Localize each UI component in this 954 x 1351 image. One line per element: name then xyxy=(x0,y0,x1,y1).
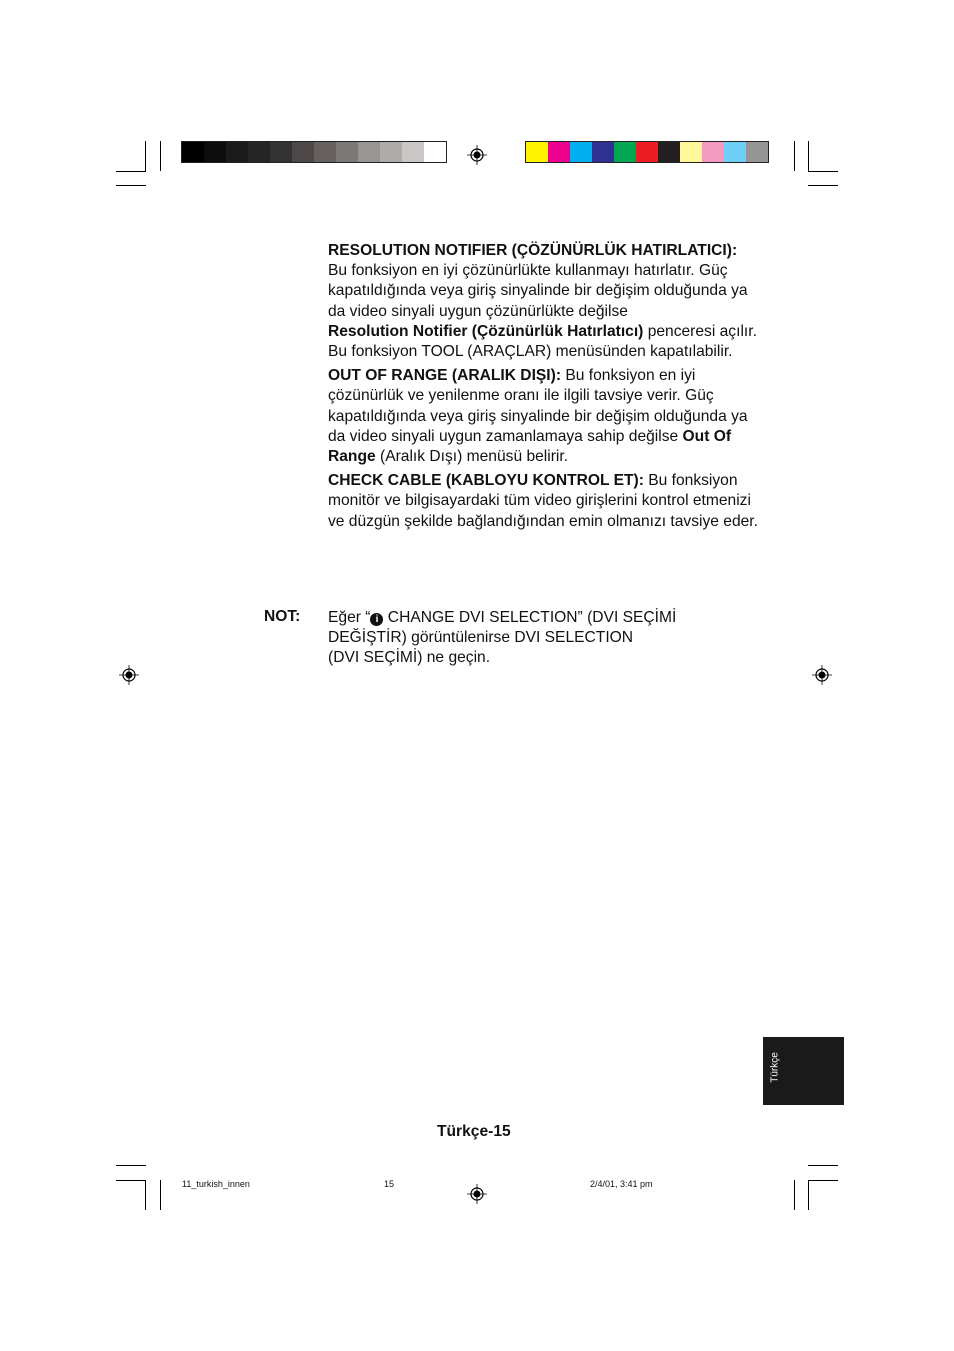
color-swatch xyxy=(380,142,402,162)
color-swatch xyxy=(314,142,336,162)
crop-mark xyxy=(116,1180,146,1181)
heading-out-of-range: OUT OF RANGE (ARALIK DIŞI): xyxy=(328,367,562,385)
crop-mark xyxy=(160,141,161,171)
crop-mark xyxy=(116,1165,146,1166)
note-text-part: CHANGE DVI SELECTION” (DVI SEÇİMİ xyxy=(383,609,677,626)
crop-mark xyxy=(116,185,146,186)
bold-term: Out Of Range xyxy=(328,427,732,466)
paragraph-text: Bu fonksiyon monitör ve bilgisayardaki tüm video girişlerini kontrol etmenizi ve düzgün şekilde bağlandığından emin olmanızı tavsiye eder. xyxy=(328,472,758,530)
color-swatch xyxy=(592,142,614,162)
crop-mark xyxy=(145,141,146,171)
crop-mark xyxy=(145,1180,146,1210)
note-text-part: (DVI SEÇİMİ) ne geçin. xyxy=(328,649,491,667)
crop-mark xyxy=(794,1180,795,1210)
paragraph-text: Bu fonksiyon en iyi çözünürlük ve yenilenme oranı ile ilgili tavsiye verir. Güç kapatıldığında veya giriş sinyalinde bir değişim olduğunda ya da video sinyali uygun zamanlamaya sahip değilse xyxy=(328,367,748,445)
grayscale-color-bar xyxy=(181,141,447,163)
color-swatch xyxy=(248,142,270,162)
heading-resolution-notifier: RESOLUTION NOTIFIER (ÇÖZÜNÜRLÜK HATIRLATICI): xyxy=(328,242,738,259)
body-text xyxy=(328,241,758,536)
paragraph-text: Bu fonksiyon en iyi çözünürlükte kullanmayı hatırlatır. Güç kapatıldığında veya giriş sinyalinde bir değişim olduğunda ya da video sinyali uygun çözünürlükte değilse xyxy=(328,262,748,320)
color-swatch xyxy=(424,142,446,162)
color-swatch xyxy=(636,142,658,162)
paragraph-out-of-range xyxy=(328,366,758,467)
color-swatch xyxy=(226,142,248,162)
registration-mark-icon xyxy=(119,665,139,685)
color-swatch xyxy=(724,142,746,162)
color-swatch xyxy=(548,142,570,162)
crop-mark xyxy=(808,185,838,186)
crop-mark xyxy=(808,1180,809,1210)
note-label: NOT: xyxy=(264,608,301,625)
color-swatch xyxy=(182,142,204,162)
slug-filename: 11_turkish_innen xyxy=(182,1179,250,1189)
crop-mark xyxy=(808,1165,838,1166)
color-swatch xyxy=(680,142,702,162)
color-swatch xyxy=(702,142,724,162)
crop-mark xyxy=(794,141,795,171)
color-swatch xyxy=(746,142,768,162)
bold-term: Resolution Notifier (Çözünürlük Hatırlatıcı) xyxy=(328,322,644,340)
note-text-part: DEĞİŞTİR) görüntülenirse DVI SELECTION xyxy=(328,629,634,647)
paragraph-resolution-notifier xyxy=(328,241,758,362)
color-swatch xyxy=(204,142,226,162)
color-swatch xyxy=(358,142,380,162)
page-footer: Türkçe-15 xyxy=(437,1123,511,1140)
process-color-bar xyxy=(525,141,769,163)
slug-date: 2/4/01, 3:41 pm xyxy=(590,1179,653,1189)
color-swatch xyxy=(658,142,680,162)
note-text xyxy=(328,608,758,669)
language-tab-label: Türkçe xyxy=(769,1052,781,1083)
color-swatch xyxy=(614,142,636,162)
paragraph-text: penceresi açılır. Bu fonksiyon TOOL (ARAÇLAR) menüsünden kapatılabilir. xyxy=(328,322,757,361)
crop-mark xyxy=(116,171,146,172)
color-swatch xyxy=(336,142,358,162)
color-swatch xyxy=(570,142,592,162)
registration-mark-icon xyxy=(812,665,832,685)
color-swatch xyxy=(270,142,292,162)
crop-mark xyxy=(808,141,809,171)
paragraph-check-cable xyxy=(328,471,758,532)
color-swatch xyxy=(292,142,314,162)
info-circle-icon: i xyxy=(370,613,383,626)
crop-mark xyxy=(808,1180,838,1181)
crop-mark xyxy=(160,1180,161,1210)
paragraph-text: (Aralık Dışı) menüsü belirir. xyxy=(375,448,569,466)
heading-check-cable: CHECK CABLE (KABLOYU KONTROL ET): xyxy=(328,472,644,490)
slug-page-number: 15 xyxy=(384,1179,395,1189)
crop-mark xyxy=(808,171,838,172)
registration-mark-icon xyxy=(467,1184,487,1204)
registration-mark-icon xyxy=(467,145,487,165)
note-text-part: Eğer “ xyxy=(328,609,371,626)
color-swatch xyxy=(526,142,548,162)
color-swatch xyxy=(402,142,424,162)
